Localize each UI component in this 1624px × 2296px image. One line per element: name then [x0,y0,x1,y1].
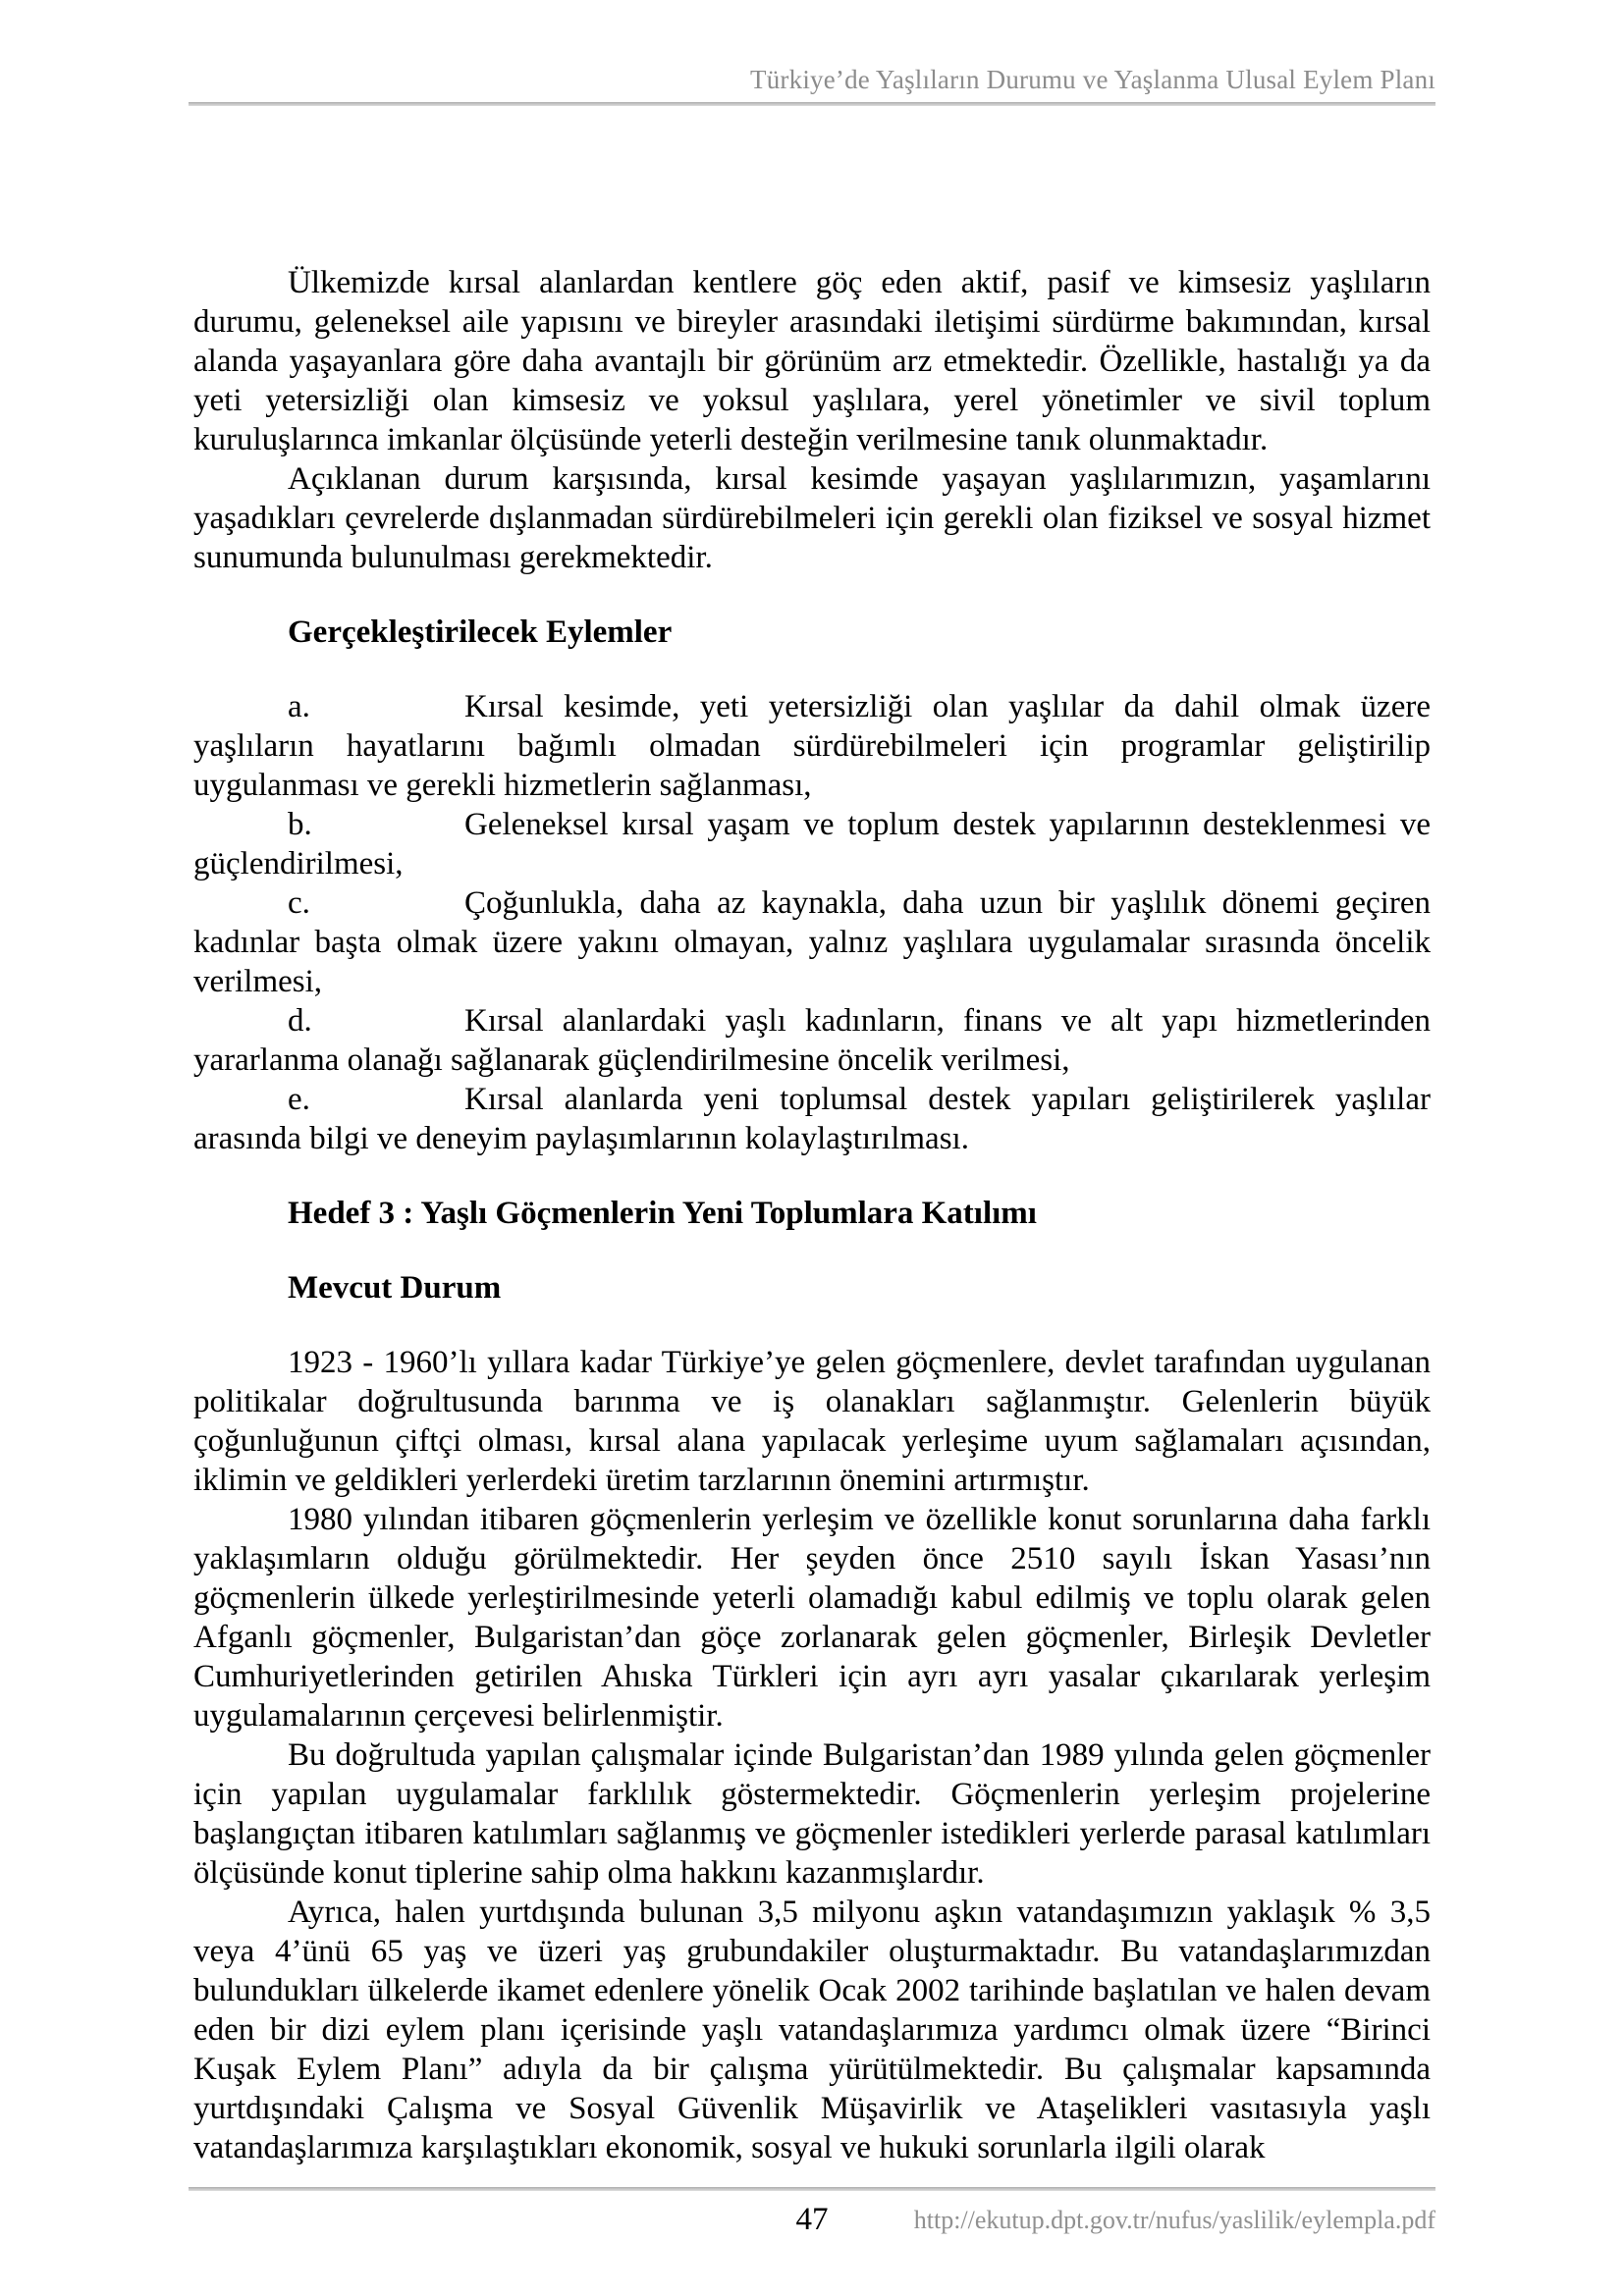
heading-actions-to-realize: Gerçekleştirilecek Eylemler [288,614,673,650]
heading-current-situation: Mevcut Durum [288,1270,502,1306]
document-body [193,263,1431,2167]
list-item-c [193,883,1431,1001]
footer-rule [189,2187,1435,2191]
list-item-c-label: c. [288,885,310,921]
list-item-c-text: Çoğunlukla, daha az kaynakla, daha uzun bir yaşlılık dönemi geçiren kadınlar başta olmak üzere yakını olmayan, yalnız yaşlılara uygulamalar sırasında öncelik verilmesi, [193,885,1431,999]
list-item-a-text: Kırsal kesimde, yeti yetersizliği olan yaşlılar da dahil olmak üzere yaşlıların hayatlarını bağımlı olmadan sürdürebilmeleri için programlar geliştirilip uygulanması ve gerekli hizmetlerin sağlanması, [193,689,1431,803]
list-item-e-text: Kırsal alanlarda yeni toplumsal destek yapıları geliştirilerek yaşlılar arasında bilgi ve deneyim paylaşımlarının kolaylaştırılması. [193,1082,1431,1156]
running-header-title: Türkiye’de Yaşlıların Durumu ve Yaşlanma Ulusal Eylem Planı [750,65,1435,94]
footer-source-url[interactable]: http://ekutup.dpt.gov.tr/nufus/yaslilik/eylempla.pdf [913,2206,1435,2234]
paragraph-immigrants-1980: 1980 yılından itibaren göçmenlerin yerleşim ve özellikle konut sorunlarına daha farklı yaklaşımların olduğu görülmektedir. Her şeyden önce 2510 sayılı İskan Yasası’nın göçmenlerin ülkede yerleştirilmesinde yeterli olamadığı kabul edilmiş ve toplu olarak gelen Afganlı göçmenler, Bulgaristan’dan göçe zorlanarak gelen göçmenler, Birleşik Devletler Cumhuriyetlerinden getirilen Ahıska Türkleri için ayrı ayrı yasalar çıkarılarak yerleşim uygulamalarının çerçevesi belirlenmiştir. [193,1502,1431,1734]
paragraph-citizens-abroad: Ayrıca, halen yurtdışında bulunan 3,5 milyonu aşkın vatandaşımızın yaklaşık % 3,5 veya 4’ünü 65 yaş ve üzeri yaş grubundakiler oluşturmaktadır. Bu vatandaşlarımızdan bulundukları ülkelerde ikamet edenlere yönelik Ocak 2002 tarihinde başlatılan ve halen devam eden bir dizi eylem planı içerisinde yaşlı vatandaşlarımıza yardımcı olmak üzere “Birinci Kuşak Eylem Planı” adıyla da bir çalışma yürütülmektedir. Bu çalışmalar kapsamında yurtdışındaki Çalışma ve Sosyal Güvenlik Müşavirlik ve Ataşelikleri vasıtasıyla yaşlı vatandaşlarımıza karşılaştıkları ekonomik, sosyal ve hukuki sorunlarla ilgili olarak [193,1895,1431,2165]
page-number: 47 [795,2202,829,2237]
list-item-e [193,1080,1431,1158]
list-item-e-label: e. [288,1082,310,1117]
paragraph-rural-migration: Ülkemizde kırsal alanlardan kentlere göç eden aktif, pasif ve kimsesiz yaşlıların durumu, geleneksel aile yapısını ve bireyler arasındaki iletişimi sürdürme bakımından, kırsal alanda yaşayanlara göre daha avantajlı bir görünüm arz etmektedir. Özellikle, hastalığı ya da yeti yetersizliği olan kimsesiz ve yoksul yaşlılara, yerel yönetimler ve sivil toplum kuruluşlarınca imkanlar ölçüsünde yeterli desteğin verilmesine tanık olunmaktadır. [193,265,1431,457]
list-item-a-label: a. [288,689,310,724]
list-item-b-text: Geleneksel kırsal yaşam ve toplum destek yapılarının desteklenmesi ve güçlendirilmesi, [193,807,1431,881]
paragraph-explained-situation: Açıklanan durum karşısında, kırsal kesimde yaşayan yaşlılarımızın, yaşamlarını yaşadıkları çevrelerde dışlanmadan sürdürebilmeleri için gerekli olan fiziksel ve sosyal hizmet sunumunda bulunulması gerekmektedir. [193,461,1431,575]
list-item-b [193,805,1431,883]
list-item-d-label: d. [288,1003,312,1039]
list-item-b-label: b. [288,807,312,842]
paragraph-bulgaria-1989: Bu doğrultuda yapılan çalışmalar içinde Bulgaristan’dan 1989 yılında gelen göçmenler için yapılan uygulamalar farklılık göstermektedir. Göçmenlerin yerleşim projelerine başlangıçtan itibaren katılımları sağlanmış ve göçmenler istedikleri yerlerde parasal katılımları ölçüsünde konut tiplerine sahip olma hakkını kazanmışlardır. [193,1737,1431,1891]
list-item-d [193,1001,1431,1080]
list-item-d-text: Kırsal alanlardaki yaşlı kadınların, finans ve alt yapı hizmetlerinden yararlanma olanağı sağlanarak güçlendirilmesine öncelik verilmesi, [193,1003,1431,1078]
list-item-a [193,687,1431,805]
header-rule [189,102,1435,106]
heading-goal-3: Hedef 3 : Yaşlı Göçmenlerin Yeni Toplumlara Katılımı [288,1196,1037,1231]
paragraph-immigrants-1923: 1923 - 1960’lı yıllara kadar Türkiye’ye gelen göçmenlere, devlet tarafından uygulanan politikalar doğrultusunda barınma ve iş olanakları sağlanmıştır. Gelenlerin büyük çoğunluğunun çiftçi olması, kırsal alana yapılacak yerleşime uyum sağlamaları açısından, iklimin ve geldikleri yerlerdeki üretim tarzlarının önemini artırmıştır. [193,1345,1431,1498]
